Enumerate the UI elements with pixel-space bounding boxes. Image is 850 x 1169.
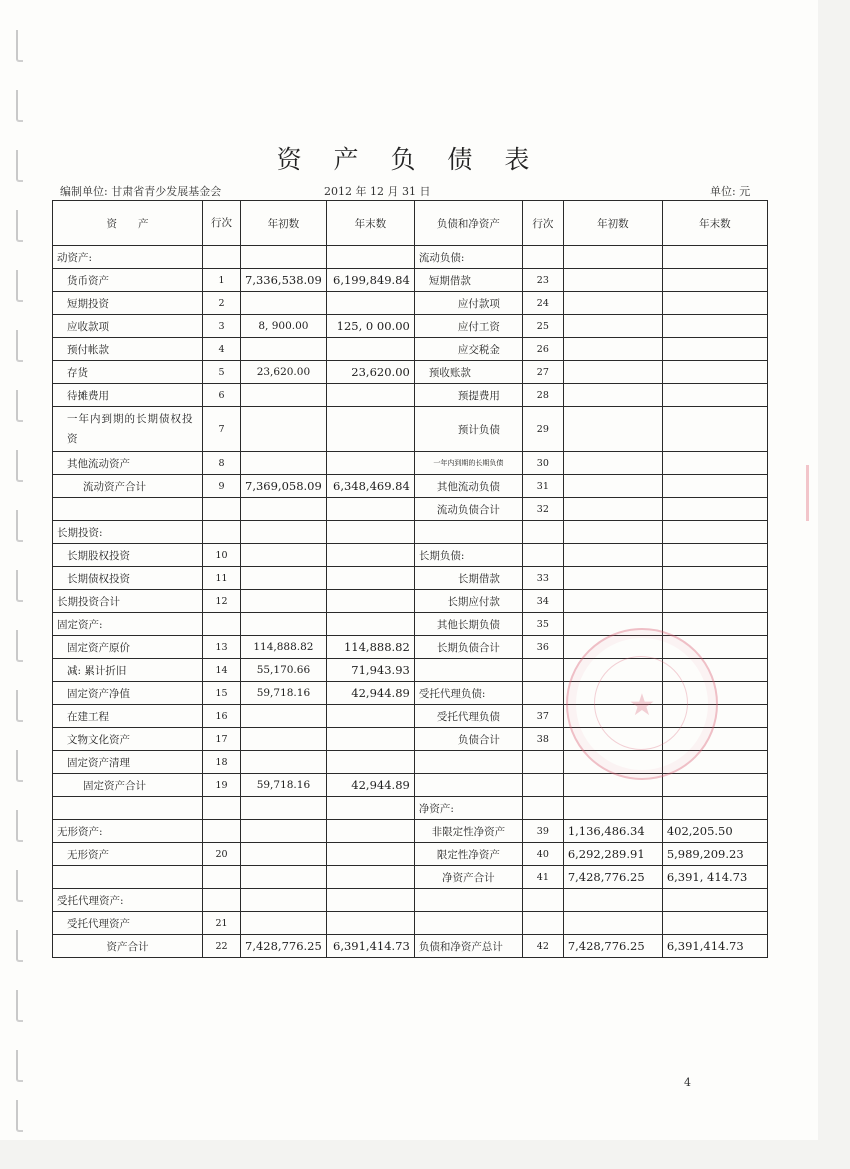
liability-begin-value xyxy=(563,315,662,338)
liability-end-value xyxy=(662,774,767,797)
asset-label: 无形资产 xyxy=(53,843,203,866)
asset-end-value xyxy=(326,407,414,452)
asset-begin-value xyxy=(241,820,327,843)
liability-end-value xyxy=(662,912,767,935)
liability-label: 短期借款 xyxy=(414,269,522,292)
table-row xyxy=(53,361,768,384)
liability-begin-value: 7,428,776.25 xyxy=(563,935,662,958)
liability-end-value xyxy=(662,613,767,636)
liability-label xyxy=(414,659,522,682)
asset-begin-value xyxy=(241,544,327,567)
liability-line-no: 39 xyxy=(522,820,563,843)
liability-begin-value: 1,136,486.34 xyxy=(563,820,662,843)
liability-line-no: 27 xyxy=(522,361,563,384)
liability-line-no xyxy=(522,544,563,567)
header-begin-right: 年初数 xyxy=(563,201,662,246)
header-assets: 资 产 xyxy=(53,201,203,246)
asset-end-value xyxy=(326,292,414,315)
asset-begin-value xyxy=(241,292,327,315)
asset-label: 受托代理资产: xyxy=(53,889,203,912)
asset-line-no: 2 xyxy=(203,292,241,315)
liability-begin-value xyxy=(563,452,662,475)
asset-begin-value xyxy=(241,338,327,361)
liability-line-no xyxy=(522,751,563,774)
header-end-right: 年末数 xyxy=(662,201,767,246)
liability-begin-value xyxy=(563,567,662,590)
asset-end-value xyxy=(326,912,414,935)
liability-line-no: 38 xyxy=(522,728,563,751)
liability-end-value xyxy=(662,567,767,590)
asset-label: 动资产: xyxy=(53,246,203,269)
asset-begin-value xyxy=(241,843,327,866)
asset-line-no: 16 xyxy=(203,705,241,728)
table-row xyxy=(53,452,768,475)
table-row xyxy=(53,935,768,958)
liability-line-no: 24 xyxy=(522,292,563,315)
liability-line-no: 42 xyxy=(522,935,563,958)
liability-label: 预收账款 xyxy=(414,361,522,384)
liability-line-no: 37 xyxy=(522,705,563,728)
asset-label: 长期投资合计 xyxy=(53,590,203,613)
table-row xyxy=(53,843,768,866)
liability-begin-value xyxy=(563,269,662,292)
unit-label: 单位: 元 xyxy=(710,185,751,198)
binding-holes xyxy=(10,30,28,1140)
official-seal xyxy=(566,628,718,780)
asset-begin-value xyxy=(241,521,327,544)
asset-label: 预付帐款 xyxy=(53,338,203,361)
asset-end-value: 114,888.82 xyxy=(326,636,414,659)
asset-line-no: 15 xyxy=(203,682,241,705)
liability-end-value xyxy=(662,269,767,292)
liability-line-no xyxy=(522,889,563,912)
liability-label: 负债和净资产总计 xyxy=(414,935,522,958)
table-row xyxy=(53,315,768,338)
asset-label: 固定资产清理 xyxy=(53,751,203,774)
table-row xyxy=(53,866,768,889)
report-date: 2012 年 12 月 31 日 xyxy=(324,185,431,198)
liability-line-no: 36 xyxy=(522,636,563,659)
asset-line-no: 8 xyxy=(203,452,241,475)
liability-line-no: 34 xyxy=(522,590,563,613)
asset-line-no: 9 xyxy=(203,475,241,498)
asset-end-value xyxy=(326,889,414,912)
liability-label: 长期负债: xyxy=(414,544,522,567)
liability-begin-value xyxy=(563,912,662,935)
liability-begin-value xyxy=(563,544,662,567)
asset-line-no: 7 xyxy=(203,407,241,452)
liability-begin-value xyxy=(563,361,662,384)
asset-end-value xyxy=(326,452,414,475)
asset-begin-value xyxy=(241,590,327,613)
asset-end-value xyxy=(326,866,414,889)
liability-line-no: 29 xyxy=(522,407,563,452)
table-row xyxy=(53,292,768,315)
asset-begin-value: 7,428,776.25 xyxy=(241,935,327,958)
asset-end-value xyxy=(326,498,414,521)
asset-line-no xyxy=(203,521,241,544)
liability-label xyxy=(414,521,522,544)
asset-begin-value: 59,718.16 xyxy=(241,682,327,705)
table-row xyxy=(53,407,768,452)
liability-line-no xyxy=(522,912,563,935)
asset-end-value: 6,348,469.84 xyxy=(326,475,414,498)
asset-label: 流动资产合计 xyxy=(53,475,203,498)
asset-line-no: 13 xyxy=(203,636,241,659)
asset-end-value xyxy=(326,246,414,269)
liability-begin-value xyxy=(563,475,662,498)
asset-end-value: 23,620.00 xyxy=(326,361,414,384)
asset-line-no: 17 xyxy=(203,728,241,751)
liability-end-value xyxy=(662,452,767,475)
asset-line-no: 14 xyxy=(203,659,241,682)
liability-end-value xyxy=(662,544,767,567)
liability-label: 限定性净资产 xyxy=(414,843,522,866)
liability-begin-value xyxy=(563,246,662,269)
asset-label: 短期投资 xyxy=(53,292,203,315)
liability-end-value xyxy=(662,590,767,613)
liability-end-value xyxy=(662,292,767,315)
asset-end-value xyxy=(326,567,414,590)
liability-label: 非限定性净资产 xyxy=(414,820,522,843)
asset-begin-value: 7,336,538.09 xyxy=(241,269,327,292)
asset-begin-value xyxy=(241,407,327,452)
liability-line-no: 25 xyxy=(522,315,563,338)
liability-label xyxy=(414,774,522,797)
organization-label: 编制单位: 甘肃省青少发展基金会 xyxy=(60,185,222,198)
liability-label: 应付工资 xyxy=(414,315,522,338)
liability-begin-value xyxy=(563,384,662,407)
asset-line-no: 19 xyxy=(203,774,241,797)
asset-end-value: 125, 0 00.00 xyxy=(326,315,414,338)
asset-line-no: 1 xyxy=(203,269,241,292)
liability-begin-value: 7,428,776.25 xyxy=(563,866,662,889)
asset-begin-value xyxy=(241,384,327,407)
liability-label: 其他流动负债 xyxy=(414,475,522,498)
liability-begin-value: 6,292,289.91 xyxy=(563,843,662,866)
seal-edge-mark xyxy=(806,465,821,521)
asset-line-no xyxy=(203,797,241,820)
liability-begin-value xyxy=(563,292,662,315)
asset-line-no: 11 xyxy=(203,567,241,590)
asset-begin-value xyxy=(241,498,327,521)
asset-begin-value xyxy=(241,751,327,774)
asset-label: 文物文化资产 xyxy=(53,728,203,751)
asset-label: 在建工程 xyxy=(53,705,203,728)
liability-label: 长期负债合计 xyxy=(414,636,522,659)
table-row xyxy=(53,590,768,613)
table-row xyxy=(53,889,768,912)
asset-label: 固定资产: xyxy=(53,613,203,636)
asset-line-no xyxy=(203,889,241,912)
liability-line-no: 41 xyxy=(522,866,563,889)
liability-label xyxy=(414,751,522,774)
asset-label: 待摊费用 xyxy=(53,384,203,407)
liability-end-value xyxy=(662,889,767,912)
liability-line-no xyxy=(522,682,563,705)
liability-end-value xyxy=(662,797,767,820)
liability-label: 长期借款 xyxy=(414,567,522,590)
liability-line-no: 40 xyxy=(522,843,563,866)
liability-label: 受托代理负债 xyxy=(414,705,522,728)
liability-begin-value xyxy=(563,407,662,452)
asset-begin-value xyxy=(241,567,327,590)
page-number: 4 xyxy=(684,1076,691,1089)
asset-end-value xyxy=(326,544,414,567)
table-row xyxy=(53,338,768,361)
table-row xyxy=(53,269,768,292)
asset-label xyxy=(53,866,203,889)
liability-end-value: 6,391, 414.73 xyxy=(662,866,767,889)
asset-line-no: 22 xyxy=(203,935,241,958)
liability-begin-value xyxy=(563,889,662,912)
asset-end-value xyxy=(326,338,414,361)
asset-label xyxy=(53,797,203,820)
asset-label: 其他流动资产 xyxy=(53,452,203,475)
liability-label: 净资产: xyxy=(414,797,522,820)
liability-label: 一年内到期的长期负债 xyxy=(414,452,522,475)
asset-end-value xyxy=(326,820,414,843)
table-row xyxy=(53,567,768,590)
asset-line-no xyxy=(203,613,241,636)
asset-begin-value xyxy=(241,912,327,935)
asset-end-value xyxy=(326,728,414,751)
header-liabilities: 负债和净资产 xyxy=(414,201,522,246)
asset-end-value xyxy=(326,521,414,544)
asset-begin-value xyxy=(241,452,327,475)
liability-label: 受托代理负债: xyxy=(414,682,522,705)
liability-begin-value xyxy=(563,590,662,613)
seal-star-icon: ★ xyxy=(628,688,656,723)
liability-line-no xyxy=(522,797,563,820)
asset-label: 减: 累计折旧 xyxy=(53,659,203,682)
asset-end-value xyxy=(326,797,414,820)
liability-end-value xyxy=(662,246,767,269)
asset-line-no: 12 xyxy=(203,590,241,613)
liability-end-value xyxy=(662,498,767,521)
table-row xyxy=(53,912,768,935)
liability-label: 预计负债 xyxy=(414,407,522,452)
liability-label: 长期应付款 xyxy=(414,590,522,613)
header-line-no-right: 行次 xyxy=(522,201,563,246)
asset-begin-value xyxy=(241,613,327,636)
liability-end-value xyxy=(662,521,767,544)
table-row xyxy=(53,384,768,407)
asset-end-value xyxy=(326,613,414,636)
asset-begin-value xyxy=(241,705,327,728)
liability-begin-value xyxy=(563,521,662,544)
asset-label: 固定资产净值 xyxy=(53,682,203,705)
balance-sheet-table xyxy=(52,200,768,958)
table-row xyxy=(53,246,768,269)
asset-begin-value: 114,888.82 xyxy=(241,636,327,659)
liability-line-no xyxy=(522,774,563,797)
asset-label: 货币资产 xyxy=(53,269,203,292)
liability-label: 负债合计 xyxy=(414,728,522,751)
header-begin: 年初数 xyxy=(241,201,327,246)
asset-begin-value: 8, 900.00 xyxy=(241,315,327,338)
header-line-no: 行次 xyxy=(203,201,241,246)
asset-label: 资产合计 xyxy=(53,935,203,958)
asset-line-no: 18 xyxy=(203,751,241,774)
liability-line-no xyxy=(522,246,563,269)
liability-label: 其他长期负债 xyxy=(414,613,522,636)
table-row xyxy=(53,521,768,544)
liability-begin-value xyxy=(563,498,662,521)
asset-line-no: 10 xyxy=(203,544,241,567)
liability-end-value: 402,205.50 xyxy=(662,820,767,843)
liability-end-value xyxy=(662,361,767,384)
asset-end-value xyxy=(326,751,414,774)
asset-label xyxy=(53,498,203,521)
asset-end-value: 71,943.93 xyxy=(326,659,414,682)
asset-end-value: 6,391,414.73 xyxy=(326,935,414,958)
liability-end-value xyxy=(662,338,767,361)
liability-begin-value xyxy=(563,338,662,361)
table-header-row xyxy=(53,201,768,246)
liability-line-no: 26 xyxy=(522,338,563,361)
table-row xyxy=(53,544,768,567)
liability-line-no: 33 xyxy=(522,567,563,590)
header-end: 年末数 xyxy=(326,201,414,246)
liability-label: 预提费用 xyxy=(414,384,522,407)
liability-label: 流动负债合计 xyxy=(414,498,522,521)
asset-line-no: 5 xyxy=(203,361,241,384)
liability-end-value xyxy=(662,407,767,452)
table-row xyxy=(53,797,768,820)
asset-begin-value xyxy=(241,866,327,889)
asset-label: 固定资产合计 xyxy=(53,774,203,797)
liability-line-no: 35 xyxy=(522,613,563,636)
liability-line-no: 32 xyxy=(522,498,563,521)
liability-line-no: 31 xyxy=(522,475,563,498)
asset-end-value xyxy=(326,384,414,407)
asset-line-no xyxy=(203,498,241,521)
asset-line-no xyxy=(203,246,241,269)
table-row xyxy=(53,475,768,498)
asset-end-value: 6,199,849.84 xyxy=(326,269,414,292)
asset-label: 长期股权投资 xyxy=(53,544,203,567)
liability-begin-value xyxy=(563,797,662,820)
liability-end-value: 5,989,209.23 xyxy=(662,843,767,866)
asset-label: 无形资产: xyxy=(53,820,203,843)
asset-label: 应收款项 xyxy=(53,315,203,338)
liability-label: 流动负债: xyxy=(414,246,522,269)
table-row xyxy=(53,498,768,521)
asset-end-value xyxy=(326,843,414,866)
asset-label: 一年内到期的长期债权投资 xyxy=(53,407,203,452)
liability-label: 应付款项 xyxy=(414,292,522,315)
asset-line-no: 4 xyxy=(203,338,241,361)
asset-label: 固定资产原价 xyxy=(53,636,203,659)
liability-line-no: 28 xyxy=(522,384,563,407)
liability-line-no: 30 xyxy=(522,452,563,475)
asset-begin-value: 59,718.16 xyxy=(241,774,327,797)
asset-begin-value xyxy=(241,246,327,269)
asset-label: 受托代理资产 xyxy=(53,912,203,935)
asset-begin-value: 7,369,058.09 xyxy=(241,475,327,498)
asset-line-no xyxy=(203,820,241,843)
asset-begin-value: 55,170.66 xyxy=(241,659,327,682)
liability-label xyxy=(414,889,522,912)
liability-end-value xyxy=(662,315,767,338)
asset-line-no: 3 xyxy=(203,315,241,338)
asset-line-no: 6 xyxy=(203,384,241,407)
asset-end-value xyxy=(326,590,414,613)
liability-line-no xyxy=(522,659,563,682)
asset-line-no: 21 xyxy=(203,912,241,935)
liability-end-value xyxy=(662,384,767,407)
asset-begin-value xyxy=(241,797,327,820)
asset-end-value: 42,944.89 xyxy=(326,774,414,797)
asset-line-no: 20 xyxy=(203,843,241,866)
asset-line-no xyxy=(203,866,241,889)
asset-begin-value xyxy=(241,889,327,912)
liability-line-no: 23 xyxy=(522,269,563,292)
asset-label: 长期债权投资 xyxy=(53,567,203,590)
asset-begin-value: 23,620.00 xyxy=(241,361,327,384)
liability-end-value xyxy=(662,475,767,498)
asset-end-value xyxy=(326,705,414,728)
liability-line-no xyxy=(522,521,563,544)
asset-label: 存货 xyxy=(53,361,203,384)
liability-end-value: 6,391,414.73 xyxy=(662,935,767,958)
asset-label: 长期投资: xyxy=(53,521,203,544)
liability-label: 净资产合计 xyxy=(414,866,522,889)
asset-end-value: 42,944.89 xyxy=(326,682,414,705)
liability-label xyxy=(414,912,522,935)
liability-label: 应交税金 xyxy=(414,338,522,361)
table-row xyxy=(53,820,768,843)
asset-begin-value xyxy=(241,728,327,751)
page-title: 资 产 负 债 表 xyxy=(276,145,542,174)
